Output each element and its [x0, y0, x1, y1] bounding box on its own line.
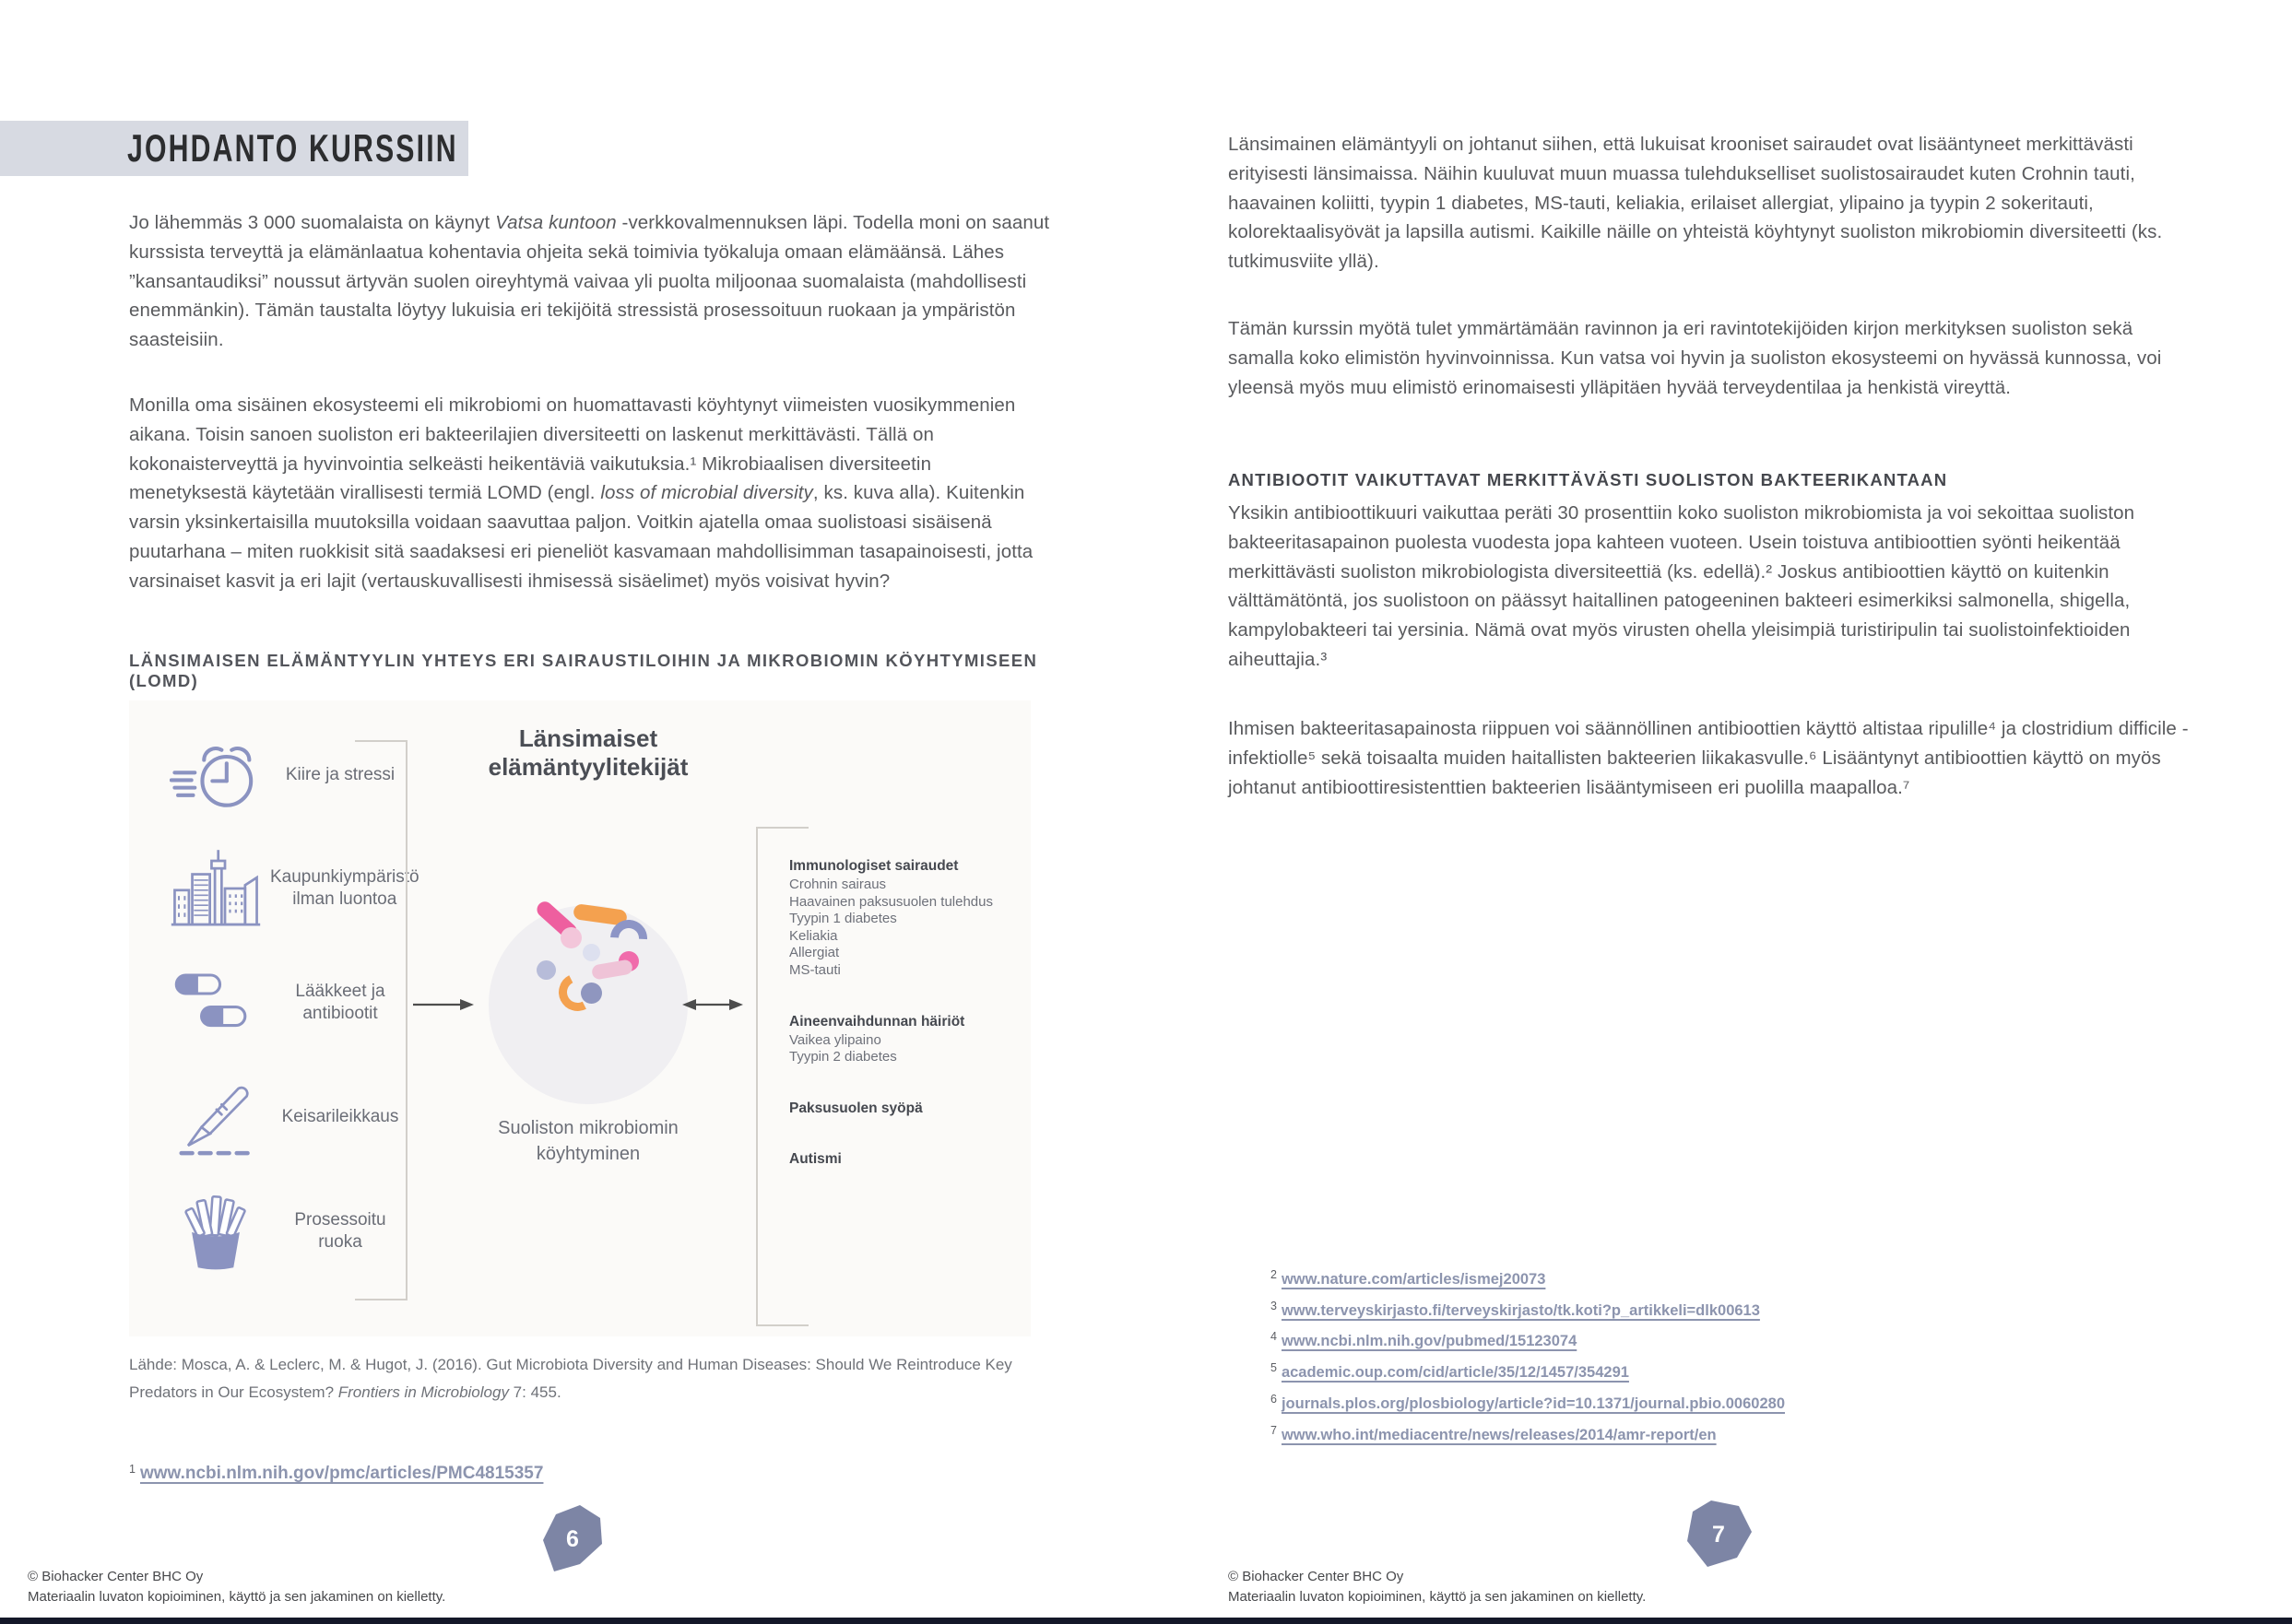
factor-label: Kaupunkiympäristö ilman luontoa — [270, 867, 419, 910]
footnote-marker: 2 — [1270, 1268, 1277, 1281]
factor-label: Prosessoitu ruoka — [294, 1209, 386, 1252]
factor-label: Lääkkeet ja antibiootit — [295, 982, 385, 1023]
footnote — [1270, 1358, 1785, 1389]
factor-label: Kiire ja stressi — [285, 764, 396, 784]
text-run: Vatsa kuntoon — [495, 212, 617, 233]
paragraph — [129, 391, 1051, 596]
footnote-link[interactable]: www.who.int/mediacentre/news/releases/2014/amr-report/en — [1281, 1426, 1717, 1443]
footnote — [1270, 1296, 1785, 1327]
text-run: 7: 455. — [508, 1383, 561, 1401]
text-run: Jo lähemmäs 3 000 suomalaista on käynyt — [129, 212, 496, 233]
page-number-right — [1685, 1500, 1752, 1573]
text-run: Tämän kurssin myötä tulet ymmärtämään ravinnon ja eri ravintotekijöiden kirjon merkityksen suoliston sekä samalla koko elimistön hyvinvoinnissa. Kun vatsa voi hyvin ja suoliston ekosysteemi on hyvässä kunnossa, voi yleensä myös muu elimistö erinomaisesti ylläpitäen hyvää terveydentilaa ja henkistä vireyttä. — [1228, 318, 2162, 398]
lomd-diagram — [129, 700, 1031, 1336]
footer-right — [1228, 1567, 1646, 1606]
page-number: 6 — [566, 1525, 579, 1552]
factor-label: Keisarileikkaus — [281, 1106, 399, 1126]
fries-icon — [161, 1183, 270, 1279]
page-number-left — [539, 1505, 606, 1578]
outcome-group — [789, 857, 1020, 980]
text-run: Länsimainen elämäntyyli on johtanut siihen, että lukuisat krooniset sairaudet ovat lisääntyneet merkittävästi erityisesti länsimaissa. Näihin kuuluvat muun muassa tulehdukselliset suolistosairaudet kuten Crohnin tauti, haavainen koliitti, tyypin 1 diabetes, MS-tauti, keliakia, erilaiset allergiat, ylipaino ja tyypin 2 sokeritauti, kolorektaalisyövät ja lapsilla autismi. Kaikille näille on yhteistä köyhtynyt suoliston mikrobiomin diversiteetti (ks. tutkimusviite yllä). — [1228, 134, 2163, 273]
footnote — [1270, 1326, 1785, 1358]
microbe-shape — [583, 944, 600, 961]
text-run: -verkkovalmennuksen läpi. Todella moni on saanut kurssista terveyttä ja elämänlaatua kohentavia ohjeita sekä toimivia työkaluja omaan elämäänsä. Lähes ”kansantaudiksi” noussut ärtyvän suolen oireyhtymä vaivaa yli puolta miljoonaa suomalaista (mahdollisesti enemmänkin). Tämän taustalta löytyy lukuisia eri tekijöitä stressistä prosessoituun ruokaan ja ympäristön saasteisiin. — [129, 212, 1050, 351]
footnote-list — [1270, 1265, 1785, 1451]
microbe-shape — [591, 959, 633, 980]
diagram-caption: Suoliston mikrobiomin köyhtyminen — [498, 1118, 679, 1164]
footnote-link[interactable]: www.ncbi.nlm.nih.gov/pubmed/15123074 — [1281, 1333, 1577, 1350]
outcome-heading: Aineenvaihdunnan häiriöt — [789, 1013, 965, 1030]
outcome-list — [789, 857, 1020, 1170]
paragraph — [1228, 314, 2202, 402]
alarm-clock-icon — [161, 726, 270, 823]
footnote — [1270, 1265, 1785, 1296]
paragraph — [129, 208, 1051, 355]
microbiome-circle — [489, 905, 688, 1104]
text-run: , ks. kuva alla). Kuitenkin varsin yksinkertaisilla muutoksilla voidaan saavuttaa paljon. Voitkin ajatella omaa suolistoasi sisäisenä puutarhana – miten ruokkisit sitä saadaksesi eri pieneliöt kasvamaan mahdollisimman tasapainoisesti, jotta varsinaiset kasvit ja eri lajit (vertauskuvallisesti ihmisessä sisäelimet) myös voisivat hyvin? — [129, 482, 1034, 592]
outcome-item: Allergiat — [789, 945, 840, 961]
outcome-item: Tyypin 2 diabetes — [789, 1049, 897, 1065]
arrow-right-icon — [413, 997, 474, 1012]
bottom-bar — [0, 1618, 2292, 1624]
footnote-link[interactable]: journals.plos.org/plosbiology/article?id=10.1371/journal.pbio.0060280 — [1281, 1395, 1785, 1412]
section-heading: ANTIBIOOTIT VAIKUTTAVAT MERKITTÄVÄSTI SUOLISTON BAKTEERIKANTAAN — [1228, 470, 1948, 489]
outcome-group — [789, 1100, 1020, 1117]
footnote — [1270, 1389, 1785, 1420]
microbe-shape — [561, 927, 582, 948]
outcome-heading: Immunologiset sairaudet — [789, 858, 959, 874]
footnote-1 — [129, 1464, 543, 1484]
text-run: Frontiers in Microbiology — [337, 1383, 509, 1401]
text-run: Yksikin antibioottikuuri vaikuttaa peräti 30 prosenttiin koko suoliston mikrobiomista ja voi sekoittaa suoliston bakteeritasapainon puolesta vuodesta jopa kahteen vuoteen. Usein toistuva antibioottien syönti heikentää merkittävästi suoliston mikrobiologista diversiteettiä (ks. edellä).² Joskus antibioottien käyttö on kuitenkin välttämätöntä, jos suolistoon on päässyt haitallinen patogeeninen bakteeri esimerkiksi salmonella, shigella, kampylobakteeri tai yersinia. Nämä ovat myös virusten ohella yleisimpiä turistiripulin tai suolistoinfektioiden aiheuttajia.³ — [1228, 502, 2135, 670]
outcome-group — [789, 1013, 1020, 1066]
outcome-heading: Paksusuolen syöpä — [789, 1100, 923, 1116]
paragraph — [1228, 714, 2202, 802]
arrow-both-icon — [682, 997, 743, 1012]
outcome-item: MS-tauti — [789, 961, 841, 978]
page-title: JOHDANTO KURSSIIN — [127, 126, 458, 170]
page-number: 7 — [1712, 1521, 1725, 1548]
microbe-shape — [581, 983, 602, 1004]
scalpel-icon — [161, 1068, 270, 1165]
footer-line: © Biohacker Center BHC Oy — [1228, 1569, 1404, 1584]
footer-left — [28, 1567, 445, 1606]
footer-line: © Biohacker Center BHC Oy — [28, 1569, 204, 1584]
footnote — [1270, 1420, 1785, 1452]
footnote-marker: 6 — [1270, 1392, 1277, 1406]
footnote-marker: 7 — [1270, 1423, 1277, 1437]
outcome-item: Vaikea ylipaino — [789, 1031, 881, 1048]
outcome-item: Tyypin 1 diabetes — [789, 911, 897, 927]
outcome-item: Keliakia — [789, 927, 838, 944]
outcome-group — [789, 1150, 1020, 1168]
footnote-marker: 5 — [1270, 1361, 1277, 1375]
outcome-item: Crohnin sairaus — [789, 877, 887, 892]
footnote-marker: 3 — [1270, 1299, 1277, 1312]
pills-icon — [161, 955, 270, 1052]
city-icon — [161, 841, 270, 937]
figure-source — [129, 1351, 1051, 1406]
footnote-marker: 1 — [129, 1463, 136, 1476]
footnote-link[interactable]: www.terveyskirjasto.fi/terveyskirjasto/tk.koti?p_artikkeli=dlk00613 — [1281, 1301, 1760, 1319]
left-bracket — [355, 740, 408, 1300]
title-banner — [0, 121, 468, 176]
outcome-item: Haavainen paksusuolen tulehdus — [789, 893, 993, 910]
text-run: Ihmisen bakteeritasapainosta riippuen voi säännöllinen antibioottien käyttö altistaa ripulille⁴ ja clostridium difficile -infektiolle⁵ sekä toisaalta muiden haitallisten bakteerien liikakasvulle.⁶ Lisääntynyt antibioottien käyttö on myös johtanut antibioottiresistenttien bakteerien lisääntymiseen eri puolilla maapalloa.⁷ — [1228, 718, 2189, 798]
figure-heading: LÄNSIMAISEN ELÄMÄNTYYLIN YHTEYS ERI SAIRAUSTILOIHIN JA MIKROBIOMIN KÖYHTYMISEEN (LOMD) — [129, 651, 1038, 690]
footnote-marker: 4 — [1270, 1330, 1277, 1344]
footer-line: Materiaalin luvaton kopioiminen, käyttö ja sen jakaminen on kielletty. — [28, 1588, 446, 1605]
outcome-heading: Autismi — [789, 1150, 842, 1167]
text-run: loss of microbial diversity — [600, 482, 813, 504]
footnote-link[interactable]: academic.oup.com/cid/article/35/12/1457/354291 — [1281, 1364, 1629, 1382]
diagram-title: Länsimaiset elämäntyylitekijät — [488, 724, 689, 781]
footer-line: Materiaalin luvaton kopioiminen, käyttö ja sen jakaminen on kielletty. — [1228, 1588, 1647, 1605]
footnote-link[interactable]: www.ncbi.nlm.nih.gov/pmc/articles/PMC4815357 — [139, 1464, 544, 1483]
microbe-shape — [537, 960, 556, 980]
paragraph — [1228, 499, 2202, 675]
text-run: Monilla oma sisäinen ekosysteemi eli mikrobiomi on huomattavasti köyhtynyt viimeisten vuosikymmenien aikana. Toisin sanoen suoliston eri bakteerilajien diversiteetti on laskenut merkittävästi. Tällä on kokonaisterveyttä ja hyvinvointia selkeästi heikentäviä vaikutuksia.¹ Mikrobiaalisen diversiteetin menetyksestä käytetään virallisesti termiä LOMD (engl. — [129, 394, 1016, 504]
footnote-link[interactable]: www.nature.com/articles/ismej20073 — [1281, 1271, 1546, 1288]
text-run: Lähde: Mosca, A. & Leclerc, M. & Hugot, J. (2016). Gut Microbiota Diversity and Human Diseases: Should We Reintroduce Key Predators in Our Ecosystem? — [129, 1356, 1012, 1401]
paragraph — [1228, 130, 2202, 277]
